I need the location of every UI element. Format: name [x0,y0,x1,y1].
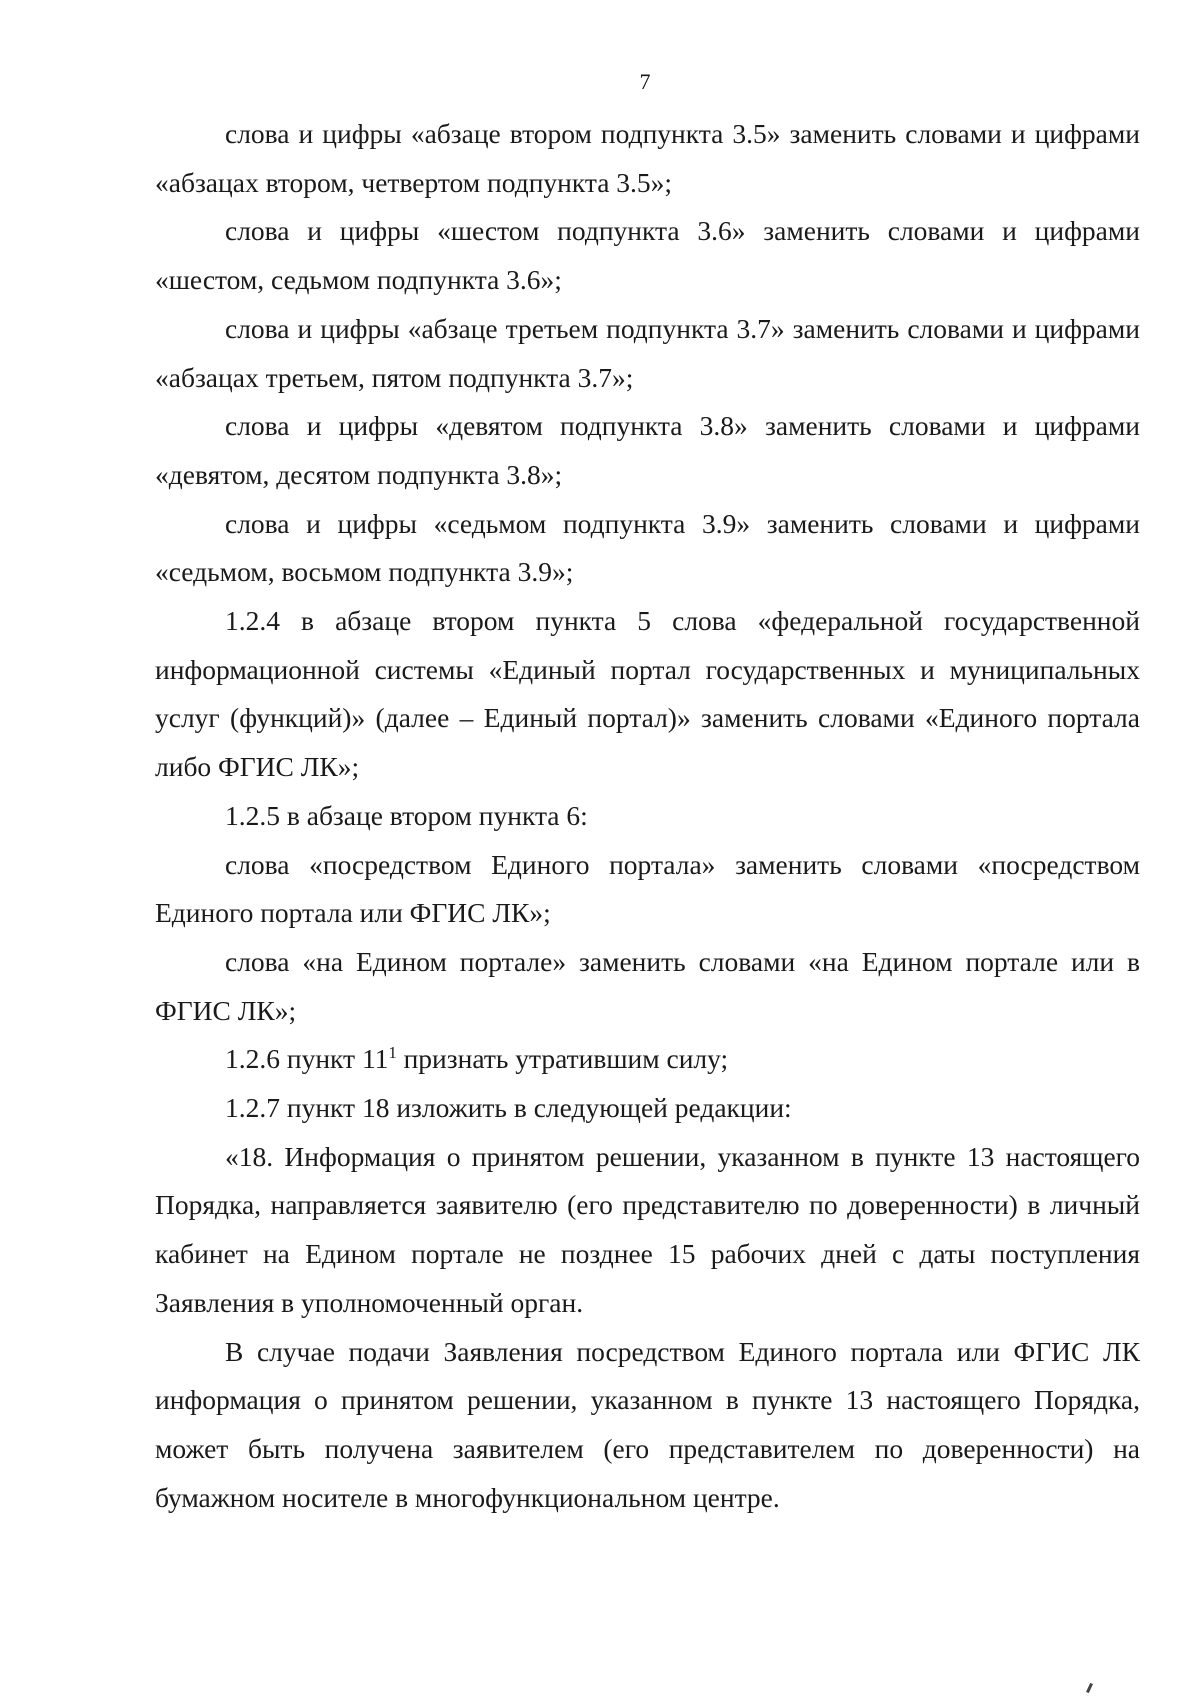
paragraph: 1.2.5 в абзаце втором пункта 6: [225,799,588,831]
paragraph: В случае подачи Заявления посредством Единого портала или ФГИС ЛК информация о принятом решении, указанном в пункте 13 настоящего Порядка, может быть получена заявителем (его представителем по доверенности) на бумажном носителе в многофункциональном центре. [155,1335,1140,1513]
item-text-before: 1.2.6 пункт 11 [225,1043,389,1075]
paragraph-item-1-2-6 [155,1035,1140,1084]
document-body [155,110,1140,1522]
page-number: 7 [639,69,651,94]
paragraph: слова и цифры «седьмом подпункта 3.9» заменить словами и цифрами «седьмом, восьмом подпункта 3.9»; [155,507,1140,588]
superscript: 1 [388,1043,397,1063]
paragraph: слова и цифры «абзаце втором подпункта 3.5» заменить словами и цифрами «абзацах втором, четвертом подпункта 3.5»; [155,118,1140,198]
paragraph: слова «на Едином портале» заменить словами «на Едином портале или в ФГИС ЛК»; [155,945,1140,1026]
item-text-after: признать утратившим силу; [396,1043,729,1075]
paragraph: слова «посредством Единого портала» заменить словами «посредством Единого портала или ФГИС ЛК»; [155,848,1140,929]
paragraph: слова и цифры «абзаце третьем подпункта 3.7» заменить словами и цифрами «абзацах третьем, пятом подпункта 3.7»; [155,312,1140,393]
paragraph: 1.2.7 пункт 18 изложить в следующей редакции: [225,1092,792,1124]
paragraph: «18. Информация о принятом решении, указанном в пункте 13 настоящего Порядка, направляется заявителю (его представителю по доверенности) в личный кабинет на Едином портале не позднее 15 рабочих дней с даты поступления Заявления в уполномоченный орган. [155,1140,1140,1318]
scan-mark [1086,1683,1093,1693]
paragraph: слова и цифры «девятом подпункта 3.8» заменить словами и цифрами «девятом, десятом подпункта 3.8»; [155,410,1140,490]
paragraph: слова и цифры «шестом подпункта 3.6» заменить словами и цифрами «шестом, седьмом подпункта 3.6»; [155,215,1140,296]
paragraph: 1.2.4 в абзаце втором пункта 5 слова «федеральной государственной информационной системы «Единый портал государственных и муниципальных услуг (функций)» (далее – Единый портал)» заменить словами «Единого портала либо ФГИС ЛК»; [155,605,1140,783]
